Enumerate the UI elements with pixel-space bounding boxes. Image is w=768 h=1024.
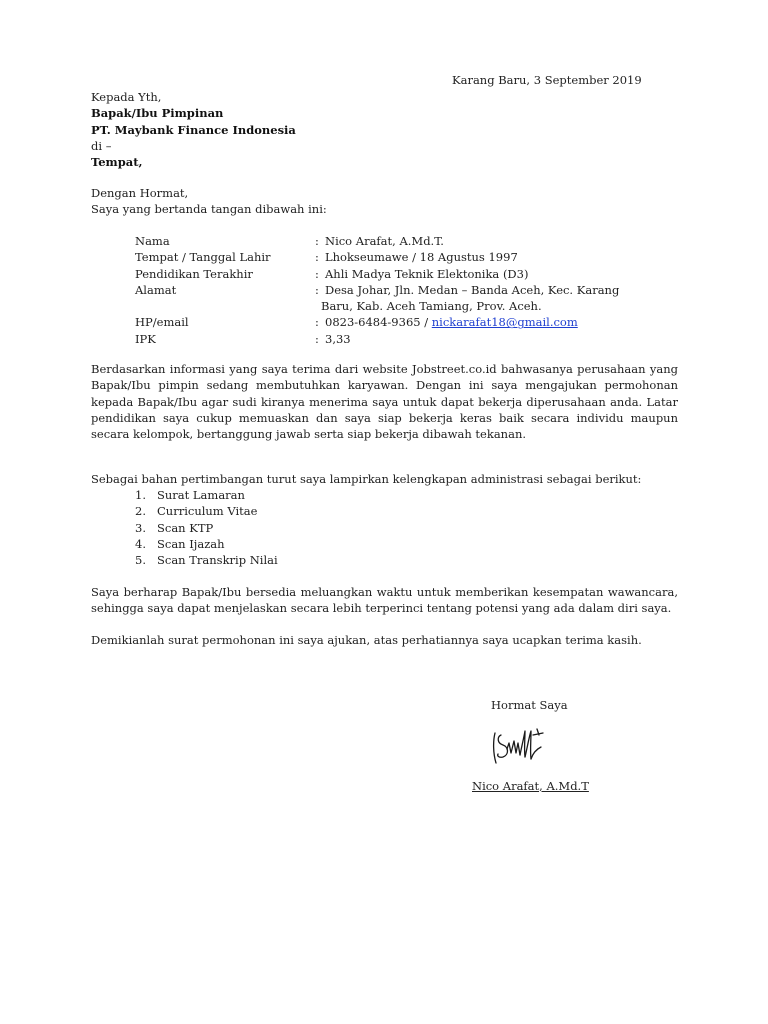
detail-row-name	[135, 233, 619, 249]
detail-colon: :	[315, 266, 319, 281]
signature-image	[487, 723, 567, 771]
recipient-block	[91, 89, 296, 170]
list-item	[135, 503, 278, 519]
attachments-list	[135, 487, 278, 568]
recipient-name: Bapak/Ibu Pimpinan	[91, 106, 224, 121]
detail-value: Baru, Kab. Aceh Tamiang, Prov. Aceh.	[321, 299, 542, 314]
detail-label: HP/email	[135, 315, 189, 330]
list-number: 5.	[135, 553, 146, 568]
list-number: 2.	[135, 504, 146, 519]
list-text: Scan KTP	[157, 520, 214, 535]
detail-label: Pendidikan Terakhir	[135, 266, 253, 281]
detail-colon: :	[315, 234, 319, 248]
body-paragraph-3: Saya berharap Bapak/Ibu bersedia meluangkan waktu untuk memberikan kesempatan wawancara, sehingga saya dapat menjelaskan secara lebih terperinci tentang potensi yang ada dalam diri saya.	[91, 585, 678, 616]
detail-label: Tempat / Tanggal Lahir	[135, 250, 271, 265]
list-text: Scan Transkrip Nilai	[157, 553, 278, 568]
list-text: Curriculum Vitae	[157, 504, 258, 519]
recipient-company: PT. Maybank Finance Indonesia	[91, 122, 296, 137]
detail-row-address	[135, 282, 619, 298]
detail-label: IPK	[135, 331, 156, 346]
list-item	[135, 552, 278, 568]
body-paragraph-1: Berdasarkan informasi yang saya terima dari website Jobstreet.co.id bahwasanya perusahaan yang Bapak/Ibu pimpin sedang membutuhkan karyawan. Dengan ini saya mengajukan permohonan kepada Bapak/Ibu agar sudi kiranya menerima saya untuk dapat bekerja diperusahaan anda. Latar pendidikan saya cukup memuaskan dan saya siap bekerja keras baik secara individu maupun secara kelompok, bertanggung jawab serta siap bekerja dibawah tekanan.	[91, 362, 678, 442]
list-number: 3.	[135, 520, 146, 535]
greeting: Dengan Hormat,	[91, 186, 189, 200]
detail-row-gpa	[135, 331, 619, 347]
detail-value	[325, 314, 578, 330]
detail-value: 3,33	[325, 331, 351, 346]
detail-value: Desa Johar, Jln. Medan – Banda Aceh, Kec. Karang	[325, 282, 620, 297]
greeting-block	[91, 185, 327, 218]
detail-value: Lhokseumawe / 18 Agustus 1997	[325, 250, 518, 265]
signer-name: Nico Arafat, A.Md.T	[472, 779, 589, 793]
detail-row-education	[135, 266, 619, 282]
body-paragraph-4: Demikianlah surat permohonan ini saya ajukan, atas perhatiannya saya ucapkan terima kasih.	[91, 633, 642, 647]
list-text: Surat Lamaran	[157, 488, 245, 502]
list-number: 4.	[135, 536, 146, 551]
detail-colon: :	[315, 315, 319, 330]
phone-number: 0823-6484-9365 /	[325, 315, 429, 330]
detail-row-birth	[135, 249, 619, 265]
attachments-intro: Sebagai bahan pertimbangan turut saya lampirkan kelengkapan administrasi sebagai berikut:	[91, 472, 642, 486]
detail-colon: :	[315, 250, 319, 265]
detail-row-address-cont	[135, 298, 619, 314]
list-number: 1.	[135, 488, 146, 502]
recipient-to: Kepada Yth,	[91, 90, 162, 104]
detail-label: Alamat	[135, 282, 177, 297]
list-text: Scan Ijazah	[157, 536, 225, 551]
detail-colon: :	[315, 331, 319, 346]
email-link[interactable]: nickarafat18@gmail.com	[431, 315, 578, 330]
closing-salutation: Hormat Saya	[491, 698, 568, 712]
detail-colon: :	[315, 282, 319, 297]
recipient-at: di –	[91, 138, 112, 153]
list-item	[135, 536, 278, 552]
intro-text: Saya yang bertanda tangan dibawah ini:	[91, 202, 327, 217]
detail-row-contact	[135, 314, 619, 330]
detail-value: Nico Arafat, A.Md.T.	[325, 234, 444, 248]
list-item	[135, 520, 278, 536]
letter-date: Karang Baru, 3 September 2019	[452, 73, 642, 87]
detail-value: Ahli Madya Teknik Elektonika (D3)	[325, 266, 529, 281]
detail-label: Nama	[135, 234, 170, 248]
applicant-details	[135, 233, 619, 347]
recipient-place: Tempat,	[91, 155, 143, 170]
list-item	[135, 487, 278, 503]
